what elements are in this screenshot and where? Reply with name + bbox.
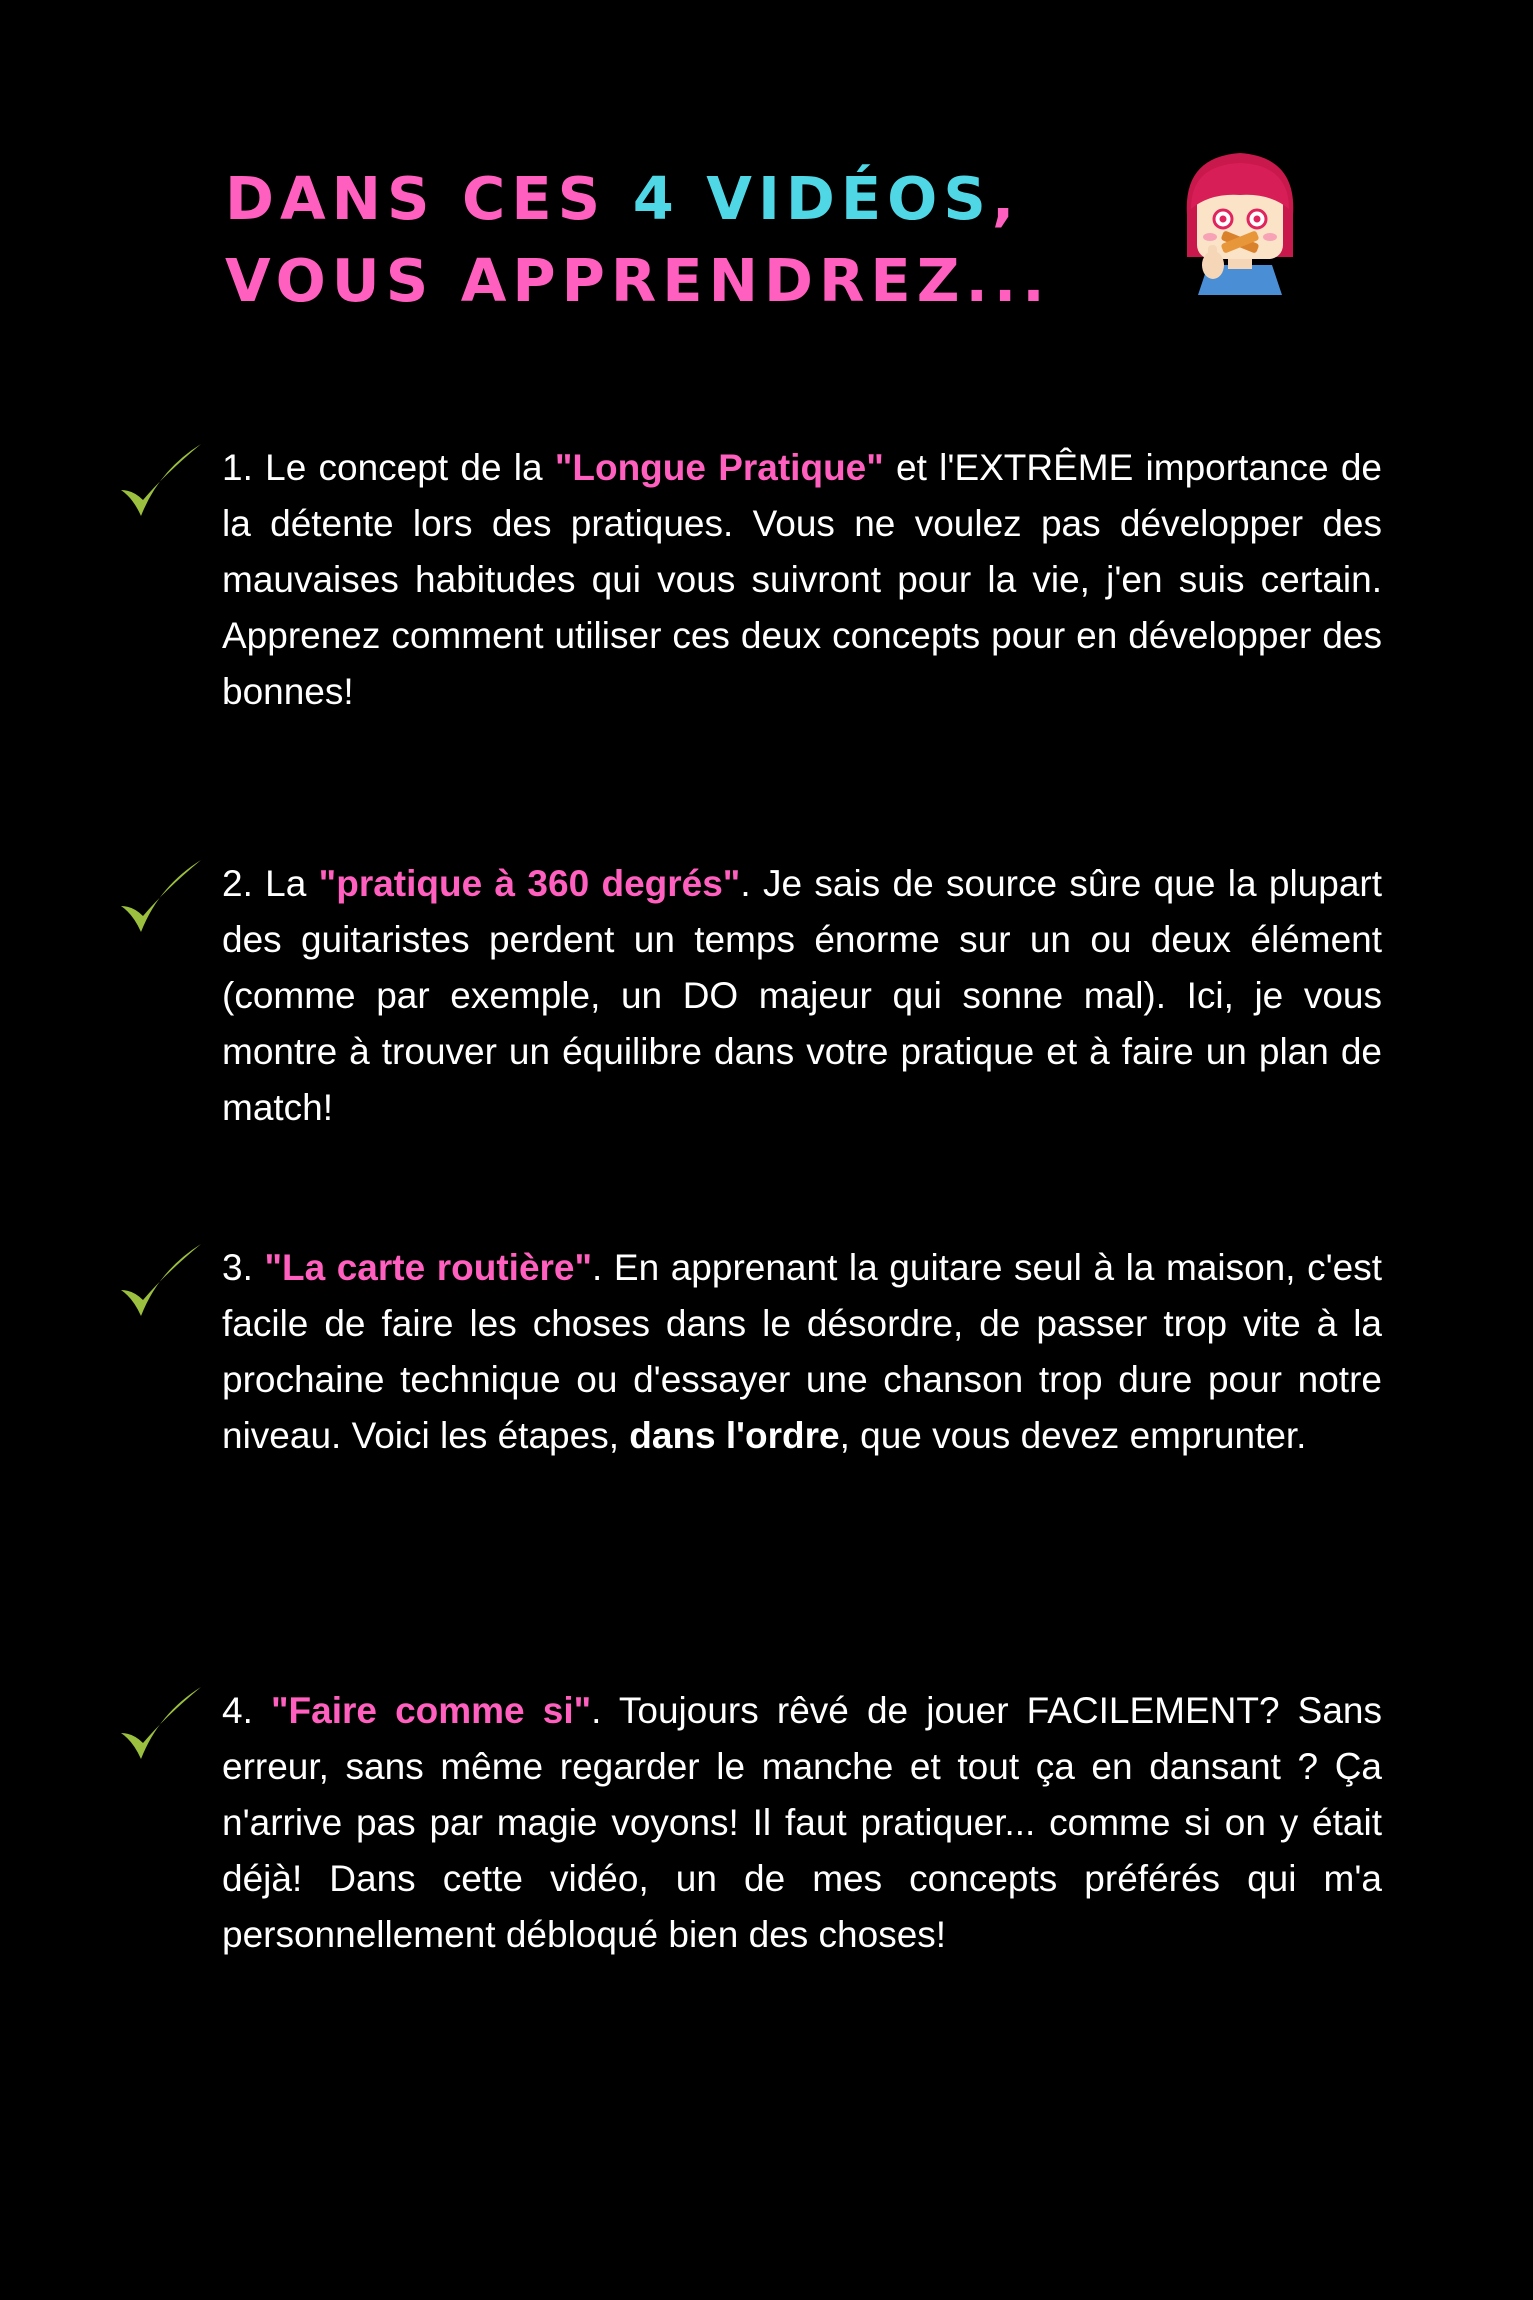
title-part-1: DANS CES <box>225 164 633 233</box>
item-emphasis: dans l'ordre <box>629 1415 840 1456</box>
checkmark-icon <box>115 1683 205 1773</box>
page-title <box>225 158 1145 322</box>
item-highlight: "pratique à 360 degrés" <box>318 863 741 904</box>
title-accent: 4 VIDÉOS <box>632 164 992 233</box>
title-part-2: , VOUS APPRENDREZ... <box>225 164 1051 315</box>
item-text: 4. "Faire comme si". Toujours rêvé de jouer FACILEMENT? Sans erreur, sans même regarder le manche et tout ça en dansant ? Ça n'arrive pas par magie voyons! Il faut pratiquer... comme si on y était déjà! Dans cette vidéo, un de mes concepts préférés qui m'a personnellement débloqué bien des choses! <box>222 1690 1382 1955</box>
item-highlight: "La carte routière" <box>264 1247 593 1288</box>
shushing-girl-icon <box>1175 145 1305 300</box>
item-highlight: "Faire comme si" <box>270 1690 592 1731</box>
item-text: 3. "La carte routière". En apprenant la guitare seul à la maison, c'est facile de faire les choses dans le désordre, de passer trop vite à la prochaine technique ou d'essayer une chanson trop dure pour notre niveau. Voici les étapes, dans l'ordre, que vous devez emprunter. <box>222 1247 1382 1456</box>
checkmark-icon <box>115 856 205 946</box>
item-text: 1. Le concept de la "Longue Pratique" et l'EXTRÊME importance de la détente lors des pratiques. Vous ne voulez pas développer des mauvaises habitudes qui vous suivront pour la vie, j'en suis certain. Apprenez comment utiliser ces deux concepts pour en développer des bonnes! <box>222 447 1382 712</box>
checkmark-icon <box>115 440 205 530</box>
item-highlight: "Longue Pratique" <box>554 447 884 488</box>
item-text: 2. La "pratique à 360 degrés". Je sais de source sûre que la plupart des guitaristes perdent un temps énorme sur un ou deux élément (comme par exemple, un DO majeur qui sonne mal). Ici, je vous montre à trouver un équilibre dans votre pratique et à faire un plan de match! <box>222 863 1382 1128</box>
checkmark-icon <box>115 1240 205 1330</box>
